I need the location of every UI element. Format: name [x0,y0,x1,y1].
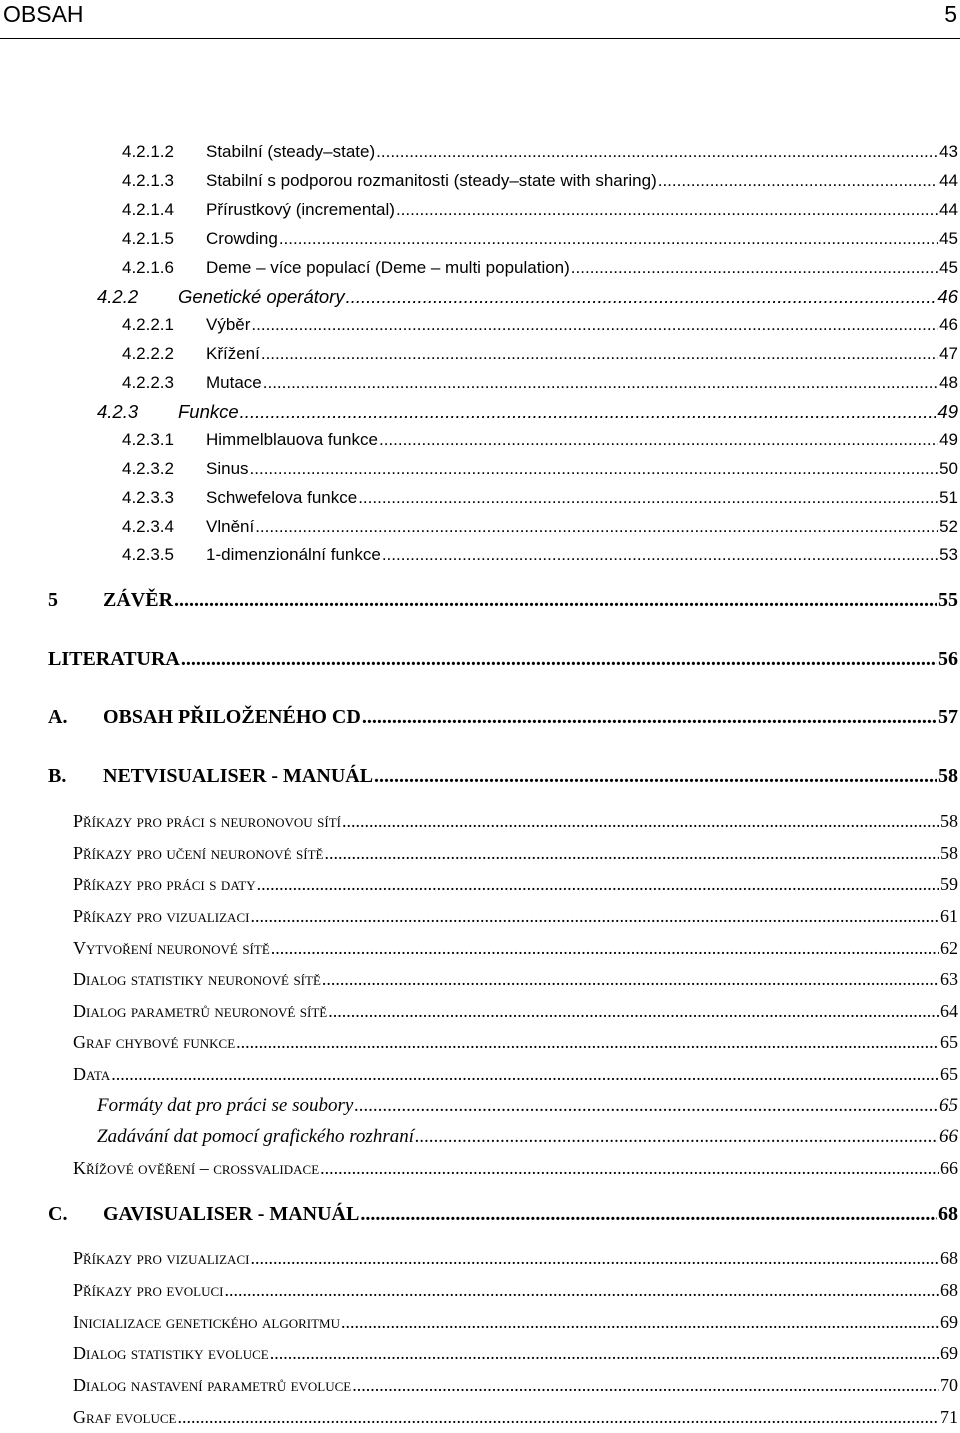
toc-entry-line [206,459,958,479]
toc-entry-title: Dialog statistiky evoluce [73,1343,269,1363]
toc-entry-number: 4.2.2 [97,286,139,307]
toc-entry[interactable] [0,315,960,341]
toc-entry-title: Vytvoření neuronové sítě [73,938,270,958]
toc-entry-line [206,430,958,450]
dot-leader [181,648,937,671]
toc-entry-title: Inicializace genetického algoritmu [73,1312,341,1332]
toc-entry-page: 44 [939,200,958,219]
toc-entry-number: 4.2.1.6 [122,258,174,277]
toc-entry-line [206,171,958,191]
toc-entry-title: Příkazy pro práci s daty [73,874,256,894]
toc-entry[interactable] [0,938,960,964]
toc-entry[interactable] [0,874,960,900]
toc-entry-page: 58 [938,765,958,787]
toc-entry[interactable] [0,1343,960,1369]
toc-entry-number: 4.2.1.5 [122,229,174,248]
toc-entry-number: 4.2.2.3 [122,373,174,392]
toc-entry-line [73,969,958,990]
toc-entry-line [178,401,958,423]
toc-entry[interactable] [0,517,960,543]
toc-entry-page: 62 [940,938,958,958]
toc-entry-title: ZÁVĚR [103,589,174,611]
toc-entry-number: 4.2.3.3 [122,488,174,507]
dot-leader [379,430,938,450]
dot-leader [354,1095,938,1117]
dot-leader [270,1343,939,1364]
dot-leader [257,874,939,895]
toc-entry-title: OBSAH PŘILOŽENÉHO CD [103,706,361,728]
toc-entry-title: Schwefelova funkce [206,488,358,507]
toc-entry-page: 50 [939,459,958,478]
toc-entry-page: 61 [940,906,958,926]
dot-leader [324,843,939,864]
toc-entry-title: Dialog statistiky neuronové sítě [73,969,321,989]
dot-leader [352,1375,939,1396]
toc-entry-line [206,200,958,220]
toc-entry-title: Formáty dat pro práci se soubory [97,1095,354,1116]
toc-entry-number: 5 [48,589,58,611]
dot-leader [174,589,937,612]
toc-entry-title: Výběr [206,315,251,334]
toc-entry-title: Vlnění [206,517,255,536]
toc-entry[interactable] [0,171,960,197]
dot-leader [342,811,939,832]
dot-leader [362,706,937,729]
dot-leader [261,344,938,364]
dot-leader [240,401,937,423]
toc-entry[interactable] [0,545,960,571]
toc-entry-line [206,373,958,393]
toc-entry-page: 63 [940,969,958,989]
toc-entry[interactable] [0,1280,960,1306]
toc-entry-line [206,258,958,278]
toc-entry[interactable] [0,286,960,312]
toc-entry-line [73,1032,958,1053]
toc-entry-number: 4.2.1.2 [122,142,174,161]
toc-entry-title: Data [73,1064,111,1084]
toc-entry[interactable] [0,344,960,370]
toc-entry-line [103,765,958,788]
toc-entry[interactable] [0,200,960,226]
toc-entry-number: 4.2.3.1 [122,430,174,449]
dot-leader [320,1158,939,1179]
toc-entry[interactable] [0,969,960,995]
toc-entry-line [73,1248,958,1269]
toc-entry[interactable] [0,1248,960,1274]
toc-entry-title: Genetické operátory [178,286,345,307]
toc-entry-title: Graf chybové funkce [73,1032,236,1052]
toc-entry-page: 47 [939,344,958,363]
toc-entry-title: 1-dimenzionální funkce [206,545,381,564]
toc-entry-number: C. [48,1203,68,1225]
toc-entry[interactable] [0,706,960,732]
dot-leader [250,906,939,927]
toc-entry-title: Příkazy pro evoluci [73,1280,224,1300]
toc-entry-line [73,1001,958,1022]
toc-entry-page: 58 [940,843,958,863]
dot-leader [111,1064,939,1085]
toc-entry-page: 49 [937,401,958,422]
toc-entry-title: Dialog parametrů neuronové sítě [73,1001,328,1021]
dot-leader [251,315,938,335]
toc-entry-line [73,1312,958,1333]
toc-entry-page: 68 [938,1203,958,1225]
dot-leader [271,938,939,959]
toc-entry-line [73,1158,958,1179]
toc-entry[interactable] [0,1095,960,1121]
toc-entry[interactable] [0,459,960,485]
toc-entry-line [206,517,958,537]
toc-entry-line [206,229,958,249]
toc-entry-page: 69 [940,1343,958,1363]
toc-entry-line [206,142,958,162]
toc-entry-page: 52 [939,517,958,536]
toc-entry-title: LITERATURA [48,648,180,670]
toc-entry-page: 46 [939,315,958,334]
toc-entry-page: 45 [939,258,958,277]
toc-entry-page: 44 [939,171,958,190]
dot-leader [224,1280,939,1301]
toc-entry-number: 4.2.3.2 [122,459,174,478]
toc-entry-number: A. [48,706,68,728]
toc-entry-title: Příkazy pro učení neuronové sítě [73,843,324,863]
toc-entry-line [73,1407,958,1428]
toc-entry-title: Zadávání dat pomocí grafického rozhraní [97,1126,414,1147]
toc-entry-line [103,589,958,612]
toc-entry-number: 4.2.3.5 [122,545,174,564]
toc-entry-page: 45 [939,229,958,248]
dot-leader [341,1312,939,1333]
toc-entry-number: 4.2.1.4 [122,200,174,219]
toc-entry-page: 48 [939,373,958,392]
dot-leader [374,765,937,788]
toc-entry-page: 70 [940,1375,958,1395]
toc-entry-line [73,1280,958,1301]
toc-entry-line [73,843,958,864]
toc-entry-line [73,1343,958,1364]
toc-entry-line [73,811,958,832]
toc-entry-title: Stabilní (steady–state) [206,142,376,161]
page-header [0,0,960,39]
toc-entry[interactable] [0,1001,960,1027]
toc-entry-line [73,938,958,959]
toc-entry[interactable] [0,1375,960,1401]
dot-leader [571,258,938,278]
toc-entry-line [73,906,958,927]
toc-entry-line [206,344,958,364]
toc-entry-number: 4.2.2.1 [122,315,174,334]
toc-entry-title: Přírustkový (incremental) [206,200,395,219]
toc-entry-line [73,874,958,895]
toc-entry[interactable] [0,229,960,255]
toc-entry-title: Deme – více populací (Deme – multi population) [206,258,570,277]
toc-entry[interactable] [0,843,960,869]
toc-entry-page: 58 [940,811,958,831]
toc-entry[interactable] [0,648,960,674]
toc-entry[interactable] [0,373,960,399]
dot-leader [658,171,938,191]
toc-entry-title: Křížové ověření – crossvalidace [73,1158,320,1178]
dot-leader [415,1126,938,1148]
toc-entry-title: Dialog nastavení parametrů evoluce [73,1375,352,1395]
toc-entry[interactable] [0,1203,960,1229]
toc-entry-page: 66 [939,1126,958,1147]
toc-entry-title: NETVISUALISER - MANUÁL [103,765,374,787]
toc-entry-page: 49 [939,430,958,449]
toc-entry-page: 71 [940,1407,958,1427]
toc-entry-page: 56 [938,648,958,670]
dot-leader [328,1001,939,1022]
toc-entry-number: B. [48,765,67,787]
toc-entry-page: 65 [940,1064,958,1084]
toc-entry-title: Mutace [206,373,262,392]
toc-entry[interactable] [0,811,960,837]
toc-entry[interactable] [0,1312,960,1338]
toc-entry-line [48,648,958,671]
toc-entry-number: 4.2.3 [97,401,139,422]
toc-entry-line [103,706,958,729]
toc-entry-page: 66 [940,1158,958,1178]
toc-entry-title: Himmelblauova funkce [206,430,378,449]
toc-entry-page: 57 [938,706,958,728]
toc-entry-page: 55 [938,589,958,611]
toc-entry[interactable] [0,401,960,427]
toc-entry[interactable] [0,906,960,932]
toc-entry-page: 69 [940,1312,958,1332]
toc-entry[interactable] [0,258,960,284]
toc-entry-title: GAVISUALISER - MANUÁL [103,1203,360,1225]
dot-leader [279,229,938,249]
toc-entry[interactable] [0,1126,960,1152]
dot-leader [263,373,938,393]
dot-leader [346,286,937,308]
toc-entry-title: Stabilní s podporou rozmanitosti (steady–state with sharing) [206,171,657,190]
toc-entry-line [97,1095,958,1117]
dot-leader [382,545,938,565]
toc-entry-line [206,488,958,508]
dot-leader [396,200,938,220]
toc-entry-line [73,1064,958,1085]
toc-entry-title: Příkazy pro vizualizaci [73,1248,250,1268]
toc-entry[interactable] [0,1064,960,1090]
toc-entry[interactable] [0,430,960,456]
toc-entry-line [103,1203,958,1226]
dot-leader [250,1248,939,1269]
toc-entry-page: 46 [937,286,958,307]
toc-entry[interactable] [0,1407,960,1433]
toc-entry-number: 4.2.3.4 [122,517,174,536]
toc-entry-page: 65 [940,1032,958,1052]
toc-entry-line [178,286,958,308]
toc-entry-page: 64 [940,1001,958,1021]
toc-entry-page: 53 [939,545,958,564]
toc-entry-number: 4.2.1.3 [122,171,174,190]
dot-leader [255,517,938,537]
toc-entry-page: 43 [939,142,958,161]
page-title: OBSAH [3,1,84,27]
toc-entry[interactable] [0,1032,960,1058]
dot-leader [236,1032,939,1053]
page-number: 5 [944,1,957,27]
toc-entry-title: Křížení [206,344,260,363]
toc-entry-number: 4.2.2.2 [122,344,174,363]
toc-entry-title: Příkazy pro práci s neuronovou sítí [73,811,341,831]
dot-leader [250,459,939,479]
toc-entry-title: Graf evoluce [73,1407,177,1427]
toc-entry-title: Funkce [178,401,239,422]
toc-entry-title: Příkazy pro vizualizaci [73,906,250,926]
toc-entry-page: 51 [939,488,958,507]
toc-entry[interactable] [0,589,960,615]
toc-entry-page: 68 [940,1280,958,1300]
dot-leader [177,1407,939,1428]
dot-leader [360,1203,937,1226]
toc-entry-line [206,315,958,335]
toc-entry-line [73,1375,958,1396]
toc-entry-page: 59 [940,874,958,894]
toc-entry[interactable] [0,142,960,168]
toc-entry-line [97,1126,958,1148]
toc-entry-page: 65 [939,1095,958,1116]
toc-entry-line [206,545,958,565]
dot-leader [358,488,938,508]
toc-entry-title: Sinus [206,459,249,478]
toc-entry-page: 68 [940,1248,958,1268]
toc-entry[interactable] [0,765,960,791]
toc-entry-title: Crowding [206,229,278,248]
dot-leader [376,142,938,162]
dot-leader [322,969,939,990]
toc-entry[interactable] [0,488,960,514]
toc-entry[interactable] [0,1158,960,1184]
